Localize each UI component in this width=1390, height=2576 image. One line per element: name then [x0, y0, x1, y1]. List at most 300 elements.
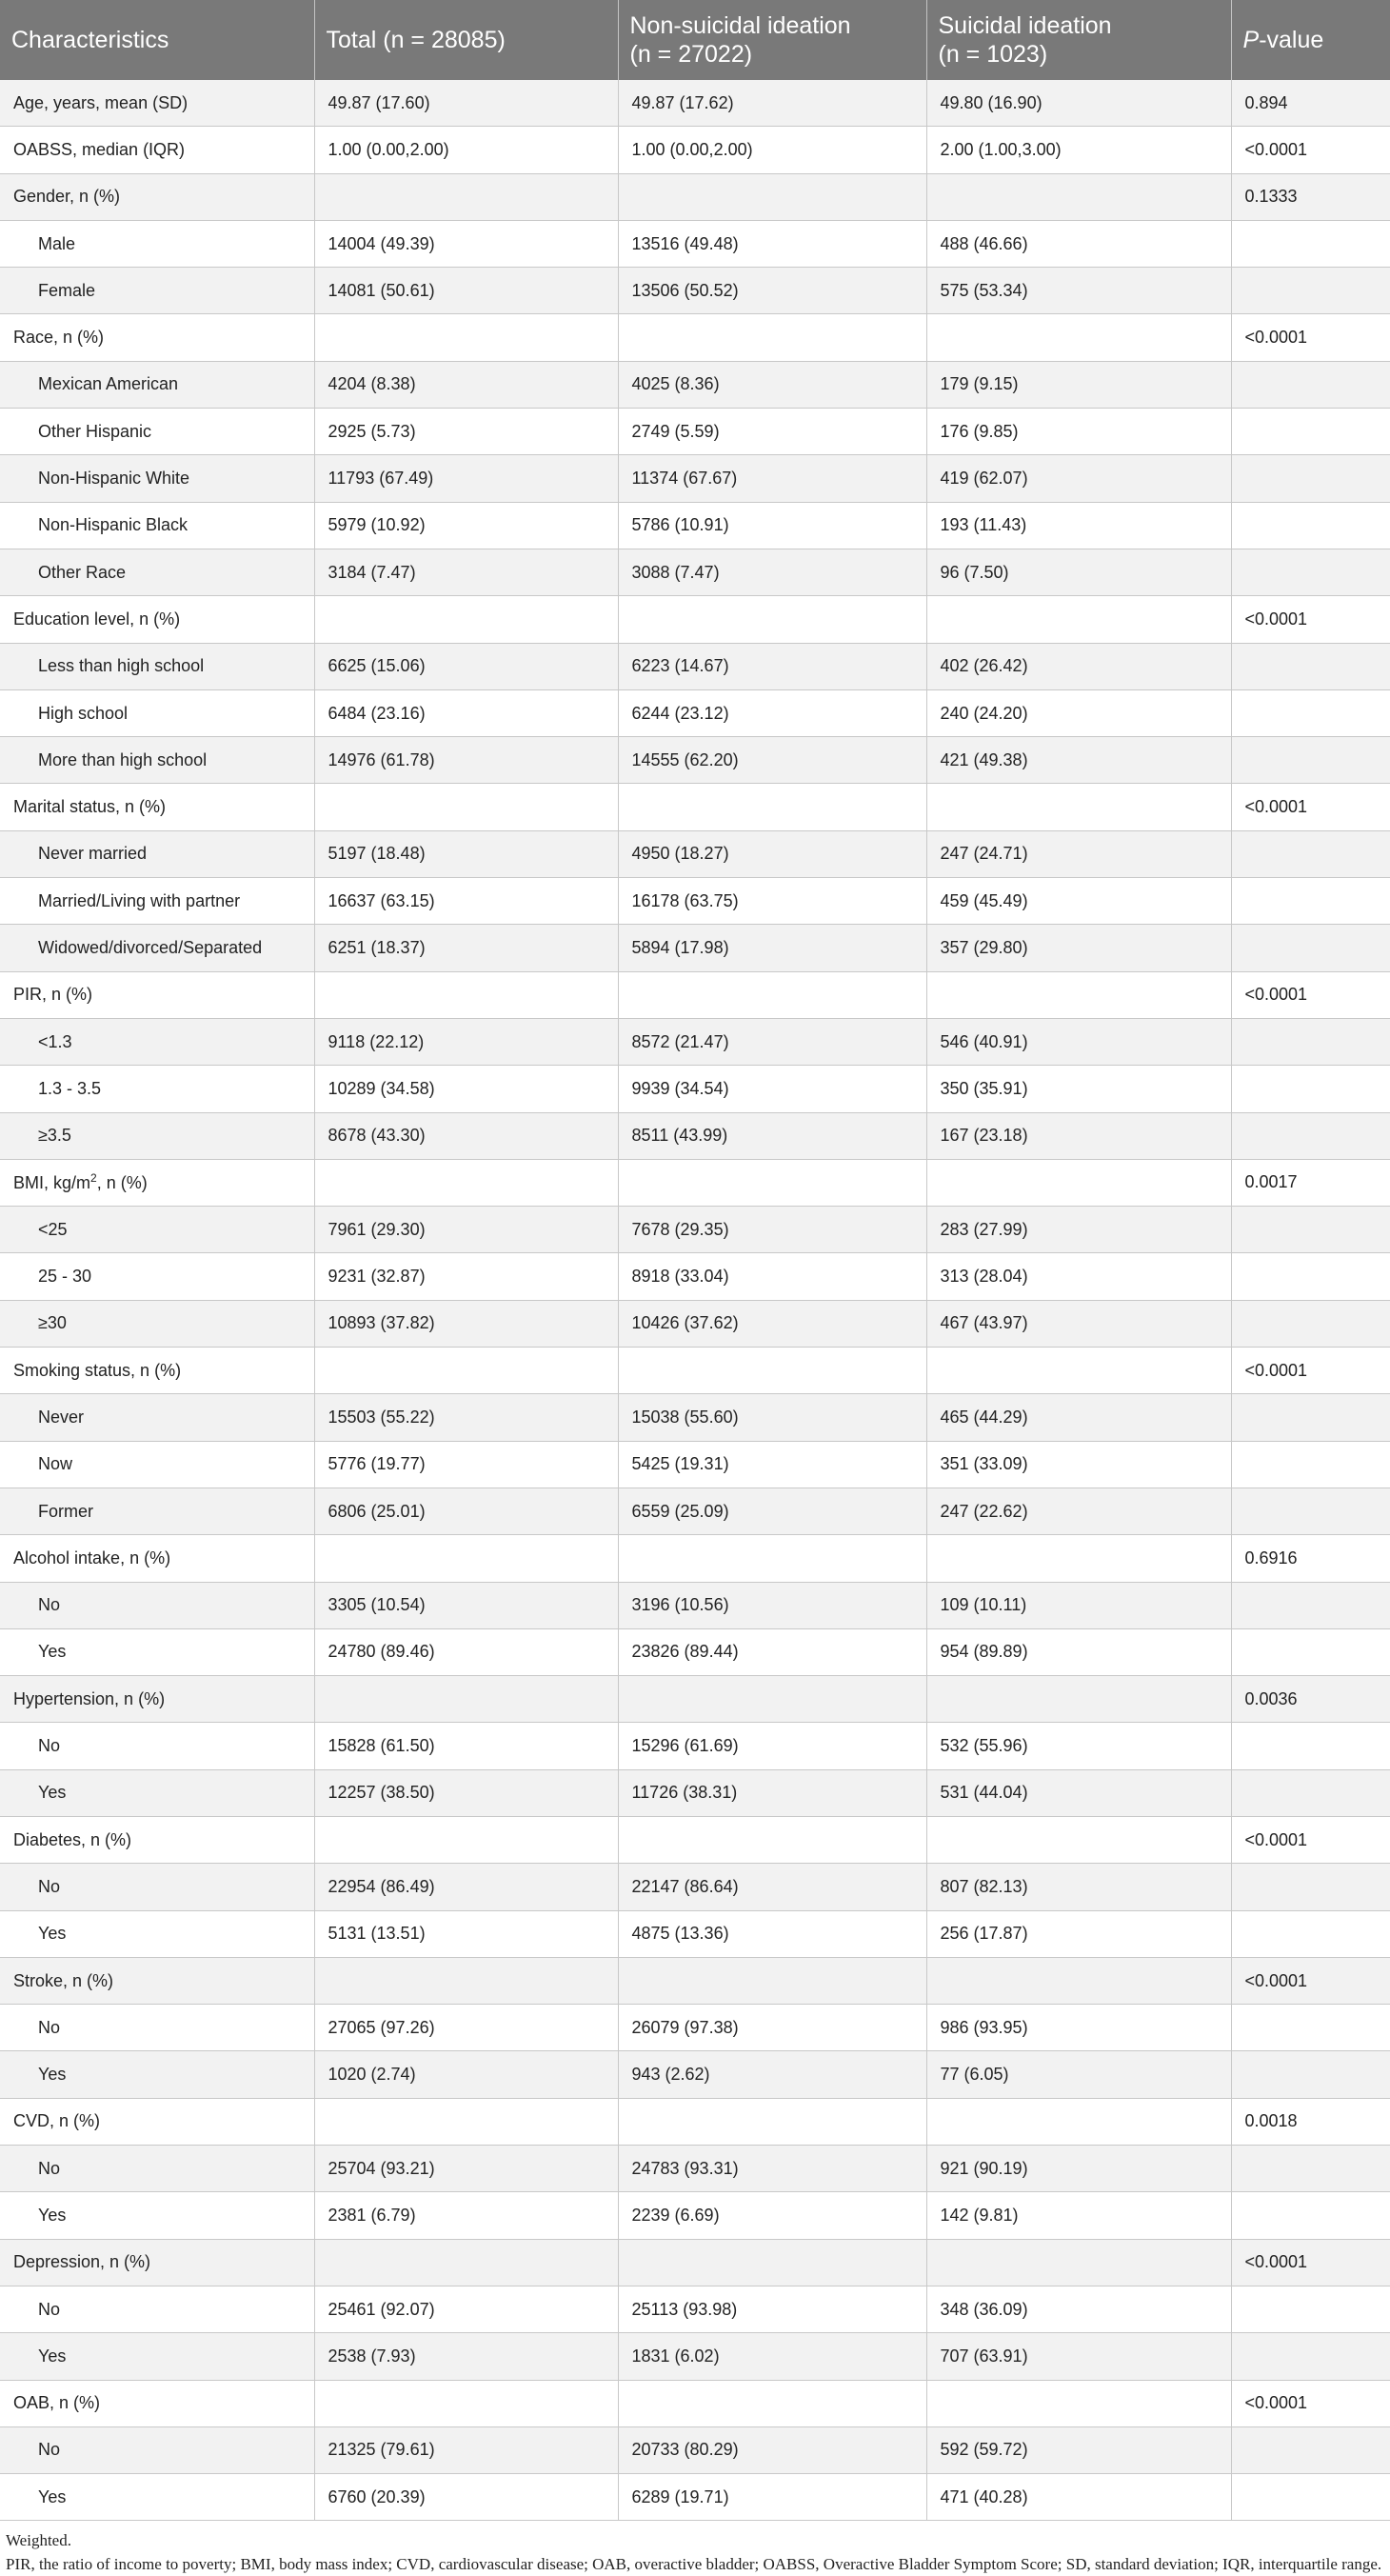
cell-non-suicidal: 22147 (86.64)	[618, 1864, 926, 1910]
cell-characteristic: No	[0, 1864, 314, 1910]
cell-characteristic: Yes	[0, 1910, 314, 1957]
cell-total: 5197 (18.48)	[314, 830, 618, 877]
cell-total: 15828 (61.50)	[314, 1723, 618, 1769]
cell-characteristic: CVD, n (%)	[0, 2098, 314, 2145]
cell-suicidal: 459 (45.49)	[926, 878, 1231, 925]
cell-total: 1.00 (0.00,2.00)	[314, 127, 618, 173]
cell-p-value	[1231, 1769, 1390, 1816]
cell-suicidal	[926, 1159, 1231, 1206]
cell-characteristic: Yes	[0, 1628, 314, 1675]
table-row	[0, 173, 1390, 220]
cell-characteristic: Hypertension, n (%)	[0, 1676, 314, 1723]
table-body	[0, 80, 1390, 2521]
cell-non-suicidal: 8511 (43.99)	[618, 1112, 926, 1159]
cell-non-suicidal	[618, 1535, 926, 1582]
cell-non-suicidal: 943 (2.62)	[618, 2051, 926, 2098]
table-row	[0, 1816, 1390, 1863]
cell-total	[314, 1676, 618, 1723]
cell-characteristic: Yes	[0, 2333, 314, 2380]
cell-non-suicidal: 3196 (10.56)	[618, 1582, 926, 1628]
cell-total: 7961 (29.30)	[314, 1207, 618, 1253]
cell-p-value	[1231, 2426, 1390, 2473]
cell-p-value: <0.0001	[1231, 1348, 1390, 1394]
cell-characteristic: Non-Hispanic White	[0, 455, 314, 502]
cell-suicidal: 421 (49.38)	[926, 737, 1231, 784]
cell-characteristic: No	[0, 1723, 314, 1769]
cell-non-suicidal: 8918 (33.04)	[618, 1253, 926, 1300]
table-row	[0, 2192, 1390, 2239]
cell-suicidal: 2.00 (1.00,3.00)	[926, 127, 1231, 173]
table-row	[0, 643, 1390, 689]
cell-non-suicidal: 20733 (80.29)	[618, 2426, 926, 2473]
cell-suicidal: 954 (89.89)	[926, 1628, 1231, 1675]
cell-total: 25461 (92.07)	[314, 2286, 618, 2332]
cell-characteristic: More than high school	[0, 737, 314, 784]
table-row	[0, 2333, 1390, 2380]
cell-p-value: <0.0001	[1231, 127, 1390, 173]
cell-total: 14081 (50.61)	[314, 268, 618, 314]
cell-total: 9231 (32.87)	[314, 1253, 618, 1300]
cell-suicidal: 49.80 (16.90)	[926, 80, 1231, 127]
cell-suicidal: 488 (46.66)	[926, 220, 1231, 267]
table-row	[0, 220, 1390, 267]
cell-total	[314, 971, 618, 1018]
cell-suicidal: 357 (29.80)	[926, 925, 1231, 971]
cell-characteristic: OABSS, median (IQR)	[0, 127, 314, 173]
table-row	[0, 502, 1390, 549]
cell-characteristic: Gender, n (%)	[0, 173, 314, 220]
cell-suicidal: 350 (35.91)	[926, 1066, 1231, 1112]
table-row	[0, 2098, 1390, 2145]
cell-non-suicidal	[618, 314, 926, 361]
table-footnote	[0, 2521, 1390, 2576]
table-row	[0, 1018, 1390, 1065]
table-row	[0, 361, 1390, 408]
cell-suicidal: 402 (26.42)	[926, 643, 1231, 689]
cell-suicidal	[926, 314, 1231, 361]
table-row	[0, 2005, 1390, 2051]
table-row	[0, 2380, 1390, 2426]
table-row	[0, 2474, 1390, 2521]
cell-non-suicidal	[618, 1159, 926, 1206]
cell-non-suicidal: 16178 (63.75)	[618, 878, 926, 925]
cell-p-value	[1231, 361, 1390, 408]
cell-suicidal	[926, 1535, 1231, 1582]
cell-suicidal	[926, 971, 1231, 1018]
cell-p-value: <0.0001	[1231, 314, 1390, 361]
table-row	[0, 1676, 1390, 1723]
cell-suicidal: 77 (6.05)	[926, 2051, 1231, 2098]
cell-total: 49.87 (17.60)	[314, 80, 618, 127]
cell-total: 6625 (15.06)	[314, 643, 618, 689]
cell-characteristic: Yes	[0, 2051, 314, 2098]
cell-characteristic: Race, n (%)	[0, 314, 314, 361]
cell-non-suicidal: 13516 (49.48)	[618, 220, 926, 267]
cell-suicidal: 532 (55.96)	[926, 1723, 1231, 1769]
table-row	[0, 1535, 1390, 1582]
cell-p-value: <0.0001	[1231, 971, 1390, 1018]
table-row	[0, 596, 1390, 643]
header-suicidal-line2: (n = 1023)	[938, 41, 1048, 68]
cell-characteristic: 1.3 - 3.5	[0, 1066, 314, 1112]
cell-suicidal: 921 (90.19)	[926, 2146, 1231, 2192]
table-row	[0, 1348, 1390, 1394]
cell-non-suicidal	[618, 1816, 926, 1863]
cell-non-suicidal	[618, 2098, 926, 2145]
cell-non-suicidal	[618, 971, 926, 1018]
cell-characteristic: Age, years, mean (SD)	[0, 80, 314, 127]
table-row	[0, 925, 1390, 971]
cell-p-value	[1231, 1066, 1390, 1112]
cell-suicidal: 247 (22.62)	[926, 1488, 1231, 1534]
cell-characteristic: No	[0, 2005, 314, 2051]
cell-non-suicidal: 4875 (13.36)	[618, 1910, 926, 1957]
cell-total	[314, 1816, 618, 1863]
cell-total	[314, 314, 618, 361]
cell-total	[314, 596, 618, 643]
cell-p-value	[1231, 1441, 1390, 1488]
cell-p-value: 0.6916	[1231, 1535, 1390, 1582]
cell-non-suicidal: 26079 (97.38)	[618, 2005, 926, 2051]
cell-p-value: <0.0001	[1231, 596, 1390, 643]
cell-characteristic: Yes	[0, 2192, 314, 2239]
cell-total: 25704 (93.21)	[314, 2146, 618, 2192]
cell-suicidal	[926, 1676, 1231, 1723]
cell-total	[314, 1159, 618, 1206]
cell-characteristic: Diabetes, n (%)	[0, 1816, 314, 1863]
table-row	[0, 1300, 1390, 1347]
cell-suicidal	[926, 1816, 1231, 1863]
cell-total: 9118 (22.12)	[314, 1018, 618, 1065]
cell-p-value	[1231, 1300, 1390, 1347]
table-row	[0, 314, 1390, 361]
cell-characteristic: Never married	[0, 830, 314, 877]
cell-total	[314, 2239, 618, 2286]
cell-characteristic	[0, 1159, 314, 1206]
cell-p-value	[1231, 1018, 1390, 1065]
cell-total: 14004 (49.39)	[314, 220, 618, 267]
cell-total: 24780 (89.46)	[314, 1628, 618, 1675]
cell-suicidal: 109 (10.11)	[926, 1582, 1231, 1628]
cell-suicidal: 348 (36.09)	[926, 2286, 1231, 2332]
cell-p-value	[1231, 2286, 1390, 2332]
header-non-suicidal	[618, 0, 926, 80]
cell-total: 4204 (8.38)	[314, 361, 618, 408]
cell-suicidal: 247 (24.71)	[926, 830, 1231, 877]
cell-p-value	[1231, 1207, 1390, 1253]
cell-non-suicidal: 25113 (93.98)	[618, 2286, 926, 2332]
cell-suicidal	[926, 2380, 1231, 2426]
cell-suicidal: 142 (9.81)	[926, 2192, 1231, 2239]
cell-suicidal: 167 (23.18)	[926, 1112, 1231, 1159]
label-text: BMI, kg/m	[13, 1173, 91, 1193]
cell-characteristic: No	[0, 2286, 314, 2332]
table-row	[0, 1488, 1390, 1534]
cell-total: 8678 (43.30)	[314, 1112, 618, 1159]
table-row	[0, 1394, 1390, 1441]
cell-characteristic: No	[0, 2426, 314, 2473]
cell-non-suicidal: 23826 (89.44)	[618, 1628, 926, 1675]
cell-total: 1020 (2.74)	[314, 2051, 618, 2098]
cell-p-value	[1231, 502, 1390, 549]
cell-total: 15503 (55.22)	[314, 1394, 618, 1441]
cell-total: 3305 (10.54)	[314, 1582, 618, 1628]
cell-total	[314, 2098, 618, 2145]
cell-non-suicidal	[618, 2239, 926, 2286]
cell-p-value	[1231, 1488, 1390, 1534]
cell-non-suicidal: 14555 (62.20)	[618, 737, 926, 784]
cell-suicidal: 256 (17.87)	[926, 1910, 1231, 1957]
cell-non-suicidal: 1.00 (0.00,2.00)	[618, 127, 926, 173]
cell-non-suicidal: 4025 (8.36)	[618, 361, 926, 408]
cell-p-value	[1231, 1864, 1390, 1910]
table-row	[0, 2426, 1390, 2473]
cell-total: 3184 (7.47)	[314, 549, 618, 595]
table-row	[0, 1628, 1390, 1675]
cell-non-suicidal: 6559 (25.09)	[618, 1488, 926, 1534]
cell-suicidal: 575 (53.34)	[926, 268, 1231, 314]
cell-non-suicidal	[618, 596, 926, 643]
cell-non-suicidal: 24783 (93.31)	[618, 2146, 926, 2192]
cell-suicidal: 313 (28.04)	[926, 1253, 1231, 1300]
cell-suicidal: 96 (7.50)	[926, 549, 1231, 595]
table-row	[0, 2239, 1390, 2286]
table-row	[0, 737, 1390, 784]
cell-p-value	[1231, 1628, 1390, 1675]
cell-p-value: <0.0001	[1231, 784, 1390, 830]
table-row	[0, 409, 1390, 455]
cell-non-suicidal: 15038 (55.60)	[618, 1394, 926, 1441]
cell-total	[314, 1348, 618, 1394]
cell-suicidal	[926, 1348, 1231, 1394]
cell-suicidal	[926, 173, 1231, 220]
footnote-line-1: Weighted.	[6, 2531, 71, 2550]
table-row	[0, 1769, 1390, 1816]
cell-non-suicidal: 7678 (29.35)	[618, 1207, 926, 1253]
cell-characteristic: No	[0, 2146, 314, 2192]
cell-p-value	[1231, 2192, 1390, 2239]
table-row	[0, 784, 1390, 830]
table-row	[0, 830, 1390, 877]
cell-non-suicidal: 49.87 (17.62)	[618, 80, 926, 127]
cell-non-suicidal: 11726 (38.31)	[618, 1769, 926, 1816]
cell-non-suicidal	[618, 1348, 926, 1394]
table-row	[0, 689, 1390, 736]
cell-total: 14976 (61.78)	[314, 737, 618, 784]
cell-p-value	[1231, 1910, 1390, 1957]
cell-suicidal	[926, 2098, 1231, 2145]
cell-non-suicidal: 3088 (7.47)	[618, 549, 926, 595]
cell-total: 6760 (20.39)	[314, 2474, 618, 2521]
cell-non-suicidal: 6244 (23.12)	[618, 689, 926, 736]
cell-p-value: <0.0001	[1231, 2239, 1390, 2286]
cell-suicidal: 807 (82.13)	[926, 1864, 1231, 1910]
table-row	[0, 1253, 1390, 1300]
cell-p-value	[1231, 1253, 1390, 1300]
table-row	[0, 2051, 1390, 2098]
cell-characteristic: ≥30	[0, 1300, 314, 1347]
cell-characteristic: Female	[0, 268, 314, 314]
cell-p-value	[1231, 2333, 1390, 2380]
cell-total: 22954 (86.49)	[314, 1864, 618, 1910]
cell-suicidal: 707 (63.91)	[926, 2333, 1231, 2380]
cell-suicidal: 467 (43.97)	[926, 1300, 1231, 1347]
cell-total: 5979 (10.92)	[314, 502, 618, 549]
cell-non-suicidal: 2239 (6.69)	[618, 2192, 926, 2239]
cell-characteristic: Married/Living with partner	[0, 878, 314, 925]
footnote-line-2: PIR, the ratio of income to poverty; BMI, body mass index; CVD, cardiovascular disease; OAB, overactive bladder; OABSS, Overactive Bladder Symptom Score; SD, standard deviation; IQR, interquartile range.	[6, 2555, 1382, 2574]
table-row	[0, 2146, 1390, 2192]
cell-suicidal	[926, 1957, 1231, 2004]
cell-characteristic: Other Race	[0, 549, 314, 595]
cell-non-suicidal: 8572 (21.47)	[618, 1018, 926, 1065]
table-row	[0, 1957, 1390, 2004]
cell-total: 10893 (37.82)	[314, 1300, 618, 1347]
table-row	[0, 1159, 1390, 1206]
cell-characteristic: Non-Hispanic Black	[0, 502, 314, 549]
cell-characteristic: Other Hispanic	[0, 409, 314, 455]
cell-characteristic: High school	[0, 689, 314, 736]
cell-total: 16637 (63.15)	[314, 878, 618, 925]
header-non-suicidal-line1: Non-suicidal ideation	[629, 12, 851, 39]
cell-p-value	[1231, 2474, 1390, 2521]
cell-non-suicidal: 2749 (5.59)	[618, 409, 926, 455]
cell-p-value: 0.1333	[1231, 173, 1390, 220]
cell-non-suicidal: 1831 (6.02)	[618, 2333, 926, 2380]
table-row	[0, 1066, 1390, 1112]
cell-total	[314, 1535, 618, 1582]
cell-p-value	[1231, 409, 1390, 455]
cell-characteristic: Education level, n (%)	[0, 596, 314, 643]
cell-total: 12257 (38.50)	[314, 1769, 618, 1816]
cell-p-value	[1231, 1582, 1390, 1628]
cell-non-suicidal: 13506 (50.52)	[618, 268, 926, 314]
cell-characteristic: Marital status, n (%)	[0, 784, 314, 830]
header-row	[0, 0, 1390, 80]
cell-p-value	[1231, 549, 1390, 595]
cell-non-suicidal	[618, 2380, 926, 2426]
cell-suicidal	[926, 2239, 1231, 2286]
table-row	[0, 127, 1390, 173]
cell-characteristic: Less than high school	[0, 643, 314, 689]
cell-non-suicidal: 5894 (17.98)	[618, 925, 926, 971]
cell-total: 2925 (5.73)	[314, 409, 618, 455]
cell-characteristic: ≥3.5	[0, 1112, 314, 1159]
cell-characteristic: Yes	[0, 1769, 314, 1816]
cell-characteristic: Now	[0, 1441, 314, 1488]
table-row	[0, 1207, 1390, 1253]
table-row	[0, 80, 1390, 127]
cell-total: 11793 (67.49)	[314, 455, 618, 502]
header-p-value	[1231, 0, 1390, 80]
cell-p-value	[1231, 1112, 1390, 1159]
cell-p-value: <0.0001	[1231, 1957, 1390, 2004]
header-total: Total (n = 28085)	[314, 0, 618, 80]
cell-suicidal: 471 (40.28)	[926, 2474, 1231, 2521]
table-row	[0, 268, 1390, 314]
cell-total: 21325 (79.61)	[314, 2426, 618, 2473]
cell-p-value	[1231, 643, 1390, 689]
cell-p-value: 0.0036	[1231, 1676, 1390, 1723]
table-row	[0, 1582, 1390, 1628]
cell-non-suicidal	[618, 784, 926, 830]
cell-characteristic: OAB, n (%)	[0, 2380, 314, 2426]
cell-characteristic: Male	[0, 220, 314, 267]
cell-p-value	[1231, 2146, 1390, 2192]
cell-non-suicidal: 15296 (61.69)	[618, 1723, 926, 1769]
cell-characteristic: PIR, n (%)	[0, 971, 314, 1018]
cell-suicidal: 240 (24.20)	[926, 689, 1231, 736]
cell-suicidal: 176 (9.85)	[926, 409, 1231, 455]
cell-characteristic: Widowed/divorced/Separated	[0, 925, 314, 971]
cell-characteristic: Never	[0, 1394, 314, 1441]
table-row	[0, 455, 1390, 502]
cell-total	[314, 1957, 618, 2004]
header-suicidal	[926, 0, 1231, 80]
cell-p-value	[1231, 455, 1390, 502]
cell-total: 2538 (7.93)	[314, 2333, 618, 2380]
header-non-suicidal-line2: (n = 27022)	[629, 41, 753, 68]
cell-suicidal	[926, 784, 1231, 830]
cell-characteristic: <25	[0, 1207, 314, 1253]
cell-non-suicidal: 9939 (34.54)	[618, 1066, 926, 1112]
cell-characteristic: 25 - 30	[0, 1253, 314, 1300]
cell-non-suicidal: 6223 (14.67)	[618, 643, 926, 689]
cell-suicidal	[926, 596, 1231, 643]
cell-suicidal: 419 (62.07)	[926, 455, 1231, 502]
cell-p-value	[1231, 2005, 1390, 2051]
cell-characteristic: Yes	[0, 2474, 314, 2521]
cell-p-value	[1231, 925, 1390, 971]
cell-characteristic: Smoking status, n (%)	[0, 1348, 314, 1394]
header-suicidal-line1: Suicidal ideation	[938, 12, 1112, 39]
cell-total: 27065 (97.26)	[314, 2005, 618, 2051]
cell-p-value	[1231, 737, 1390, 784]
cell-p-value	[1231, 1394, 1390, 1441]
cell-total: 6484 (23.16)	[314, 689, 618, 736]
cell-suicidal: 531 (44.04)	[926, 1769, 1231, 1816]
cell-p-value	[1231, 1723, 1390, 1769]
cell-total: 5776 (19.77)	[314, 1441, 618, 1488]
table-header	[0, 0, 1390, 80]
cell-non-suicidal: 5786 (10.91)	[618, 502, 926, 549]
cell-p-value	[1231, 689, 1390, 736]
cell-total	[314, 2380, 618, 2426]
cell-non-suicidal: 6289 (19.71)	[618, 2474, 926, 2521]
cell-p-value	[1231, 878, 1390, 925]
cell-non-suicidal	[618, 1676, 926, 1723]
cell-p-value: <0.0001	[1231, 2380, 1390, 2426]
cell-non-suicidal: 5425 (19.31)	[618, 1441, 926, 1488]
cell-p-value	[1231, 220, 1390, 267]
table-row	[0, 971, 1390, 1018]
cell-total: 6251 (18.37)	[314, 925, 618, 971]
table-row	[0, 2286, 1390, 2332]
cell-suicidal: 283 (27.99)	[926, 1207, 1231, 1253]
cell-non-suicidal: 4950 (18.27)	[618, 830, 926, 877]
cell-suicidal: 465 (44.29)	[926, 1394, 1231, 1441]
cell-p-value: 0.0018	[1231, 2098, 1390, 2145]
cell-p-value: 0.0017	[1231, 1159, 1390, 1206]
cell-characteristic: Alcohol intake, n (%)	[0, 1535, 314, 1582]
cell-suicidal: 193 (11.43)	[926, 502, 1231, 549]
cell-characteristic: Former	[0, 1488, 314, 1534]
table-row	[0, 549, 1390, 595]
table-row	[0, 1864, 1390, 1910]
cell-characteristic: Depression, n (%)	[0, 2239, 314, 2286]
cell-p-value	[1231, 2051, 1390, 2098]
cell-p-value	[1231, 268, 1390, 314]
